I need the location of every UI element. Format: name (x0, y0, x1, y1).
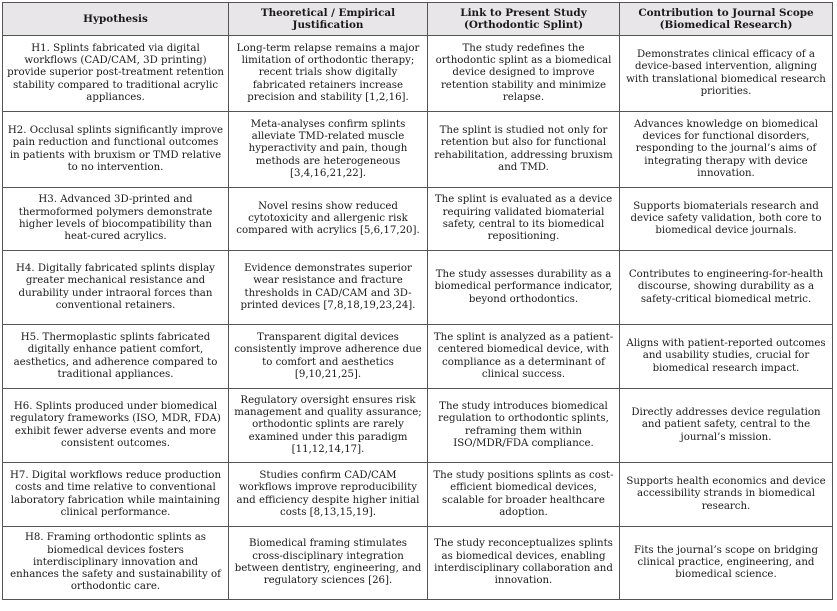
hypothesis-cell: H5. Thermoplastic splints fabricated digitally enhance patient comfort, aesthetics, and adherence compared to traditional appliances. (3, 325, 229, 389)
header-link: Link to Present Study (Orthodontic Splint) (428, 3, 620, 36)
header-contribution: Contribution to Journal Scope (Biomedical Research) (620, 3, 833, 36)
link-cell: The study assesses durability as a biomedical performance indicator, beyond orthodontics. (428, 251, 620, 325)
link-cell: The study redefines the orthodontic splint as a biomedical device designed to improve retention stability and minimize relapse. (428, 36, 620, 112)
justification-cell: Meta-analyses confirm splints alleviate TMD-related muscle hyperactivity and pain, though methods are heterogeneous [3,4,16,21,22]. (229, 112, 428, 188)
contribution-cell: Contributes to engineering-for-health discourse, showing durability as a safety-critical biomedical metric. (620, 251, 833, 325)
contribution-cell: Fits the journal’s scope on bridging clinical practice, engineering, and biomedical science. (620, 527, 833, 600)
link-cell: The study introduces biomedical regulation to orthodontic splints, reframing them within ISO/MDR/FDA compliance. (428, 389, 620, 463)
table-row (3, 527, 833, 600)
hypothesis-cell: H3. Advanced 3D-printed and thermoformed polymers demonstrate higher levels of biocompatibility than heat-cured acrylics. (3, 188, 229, 251)
table-header-row (3, 3, 833, 36)
header-justification: Theoretical / Empirical Justification (229, 3, 428, 36)
hypothesis-cell: H2. Occlusal splints significantly improve pain reduction and functional outcomes in patients with bruxism or TMD relative to no intervention. (3, 112, 229, 188)
hypothesis-cell: H8. Framing orthodontic splints as biomedical devices fosters interdisciplinary innovation and enhances the safety and sustainability of orthodontic care. (3, 527, 229, 600)
justification-cell: Evidence demonstrates superior wear resistance and fracture thresholds in CAD/CAM and 3D-printed devices [7,8,18,19,23,24]. (229, 251, 428, 325)
justification-cell: Biomedical framing stimulates cross-disciplinary integration between dentistry, engineering, and regulatory sciences [26]. (229, 527, 428, 600)
table-row (3, 325, 833, 389)
justification-cell: Transparent digital devices consistently improve adherence due to comfort and aesthetics [9,10,21,25]. (229, 325, 428, 389)
hypothesis-cell: H7. Digital workflows reduce production costs and time relative to conventional laboratory fabrication while maintaining clinical performance. (3, 463, 229, 527)
contribution-cell: Directly addresses device regulation and patient safety, central to the journal’s mission. (620, 389, 833, 463)
contribution-cell: Demonstrates clinical efficacy of a device-based intervention, aligning with translational biomedical research priorities. (620, 36, 833, 112)
table-row (3, 389, 833, 463)
table-row (3, 463, 833, 527)
table-row (3, 112, 833, 188)
contribution-cell: Advances knowledge on biomedical devices for functional disorders, responding to the journal’s aims of integrating therapy with device innovation. (620, 112, 833, 188)
link-cell: The splint is studied not only for retention but also for functional rehabilitation, addressing bruxism and TMD. (428, 112, 620, 188)
table-row (3, 251, 833, 325)
table-row (3, 36, 833, 112)
contribution-cell: Aligns with patient-reported outcomes and usability studies, crucial for biomedical research impact. (620, 325, 833, 389)
contribution-cell: Supports health economics and device accessibility strands in biomedical research. (620, 463, 833, 527)
table-row (3, 188, 833, 251)
justification-cell: Long-term relapse remains a major limitation of orthodontic therapy; recent trials show digitally fabricated retainers increase precision and stability [1,2,16]. (229, 36, 428, 112)
hypothesis-table (2, 2, 833, 600)
header-hypothesis: Hypothesis (3, 3, 229, 36)
justification-cell: Novel resins show reduced cytotoxicity and allergenic risk compared with acrylics [5,6,17,20]. (229, 188, 428, 251)
hypothesis-cell: H1. Splints fabricated via digital workflows (CAD/CAM, 3D printing) provide superior post-treatment retention stability compared to traditional acrylic appliances. (3, 36, 229, 112)
hypothesis-cell: H4. Digitally fabricated splints display greater mechanical resistance and durability under intraoral forces than conventional retainers. (3, 251, 229, 325)
hypothesis-table-container (2, 2, 833, 600)
link-cell: The splint is analyzed as a patient-centered biomedical device, with compliance as a determinant of clinical success. (428, 325, 620, 389)
hypothesis-cell: H6. Splints produced under biomedical regulatory frameworks (ISO, MDR, FDA) exhibit fewer adverse events and more consistent outcomes. (3, 389, 229, 463)
justification-cell: Regulatory oversight ensures risk management and quality assurance; orthodontic splints are rarely examined under this paradigm [11,12,14,17]. (229, 389, 428, 463)
contribution-cell: Supports biomaterials research and device safety validation, both core to biomedical device journals. (620, 188, 833, 251)
link-cell: The splint is evaluated as a device requiring validated biomaterial safety, central to its biomedical repositioning. (428, 188, 620, 251)
justification-cell: Studies confirm CAD/CAM workflows improve reproducibility and efficiency despite higher initial costs [8,13,15,19]. (229, 463, 428, 527)
link-cell: The study positions splints as cost-efficient biomedical devices, scalable for broader healthcare adoption. (428, 463, 620, 527)
link-cell: The study reconceptualizes splints as biomedical devices, enabling interdisciplinary collaboration and innovation. (428, 527, 620, 600)
